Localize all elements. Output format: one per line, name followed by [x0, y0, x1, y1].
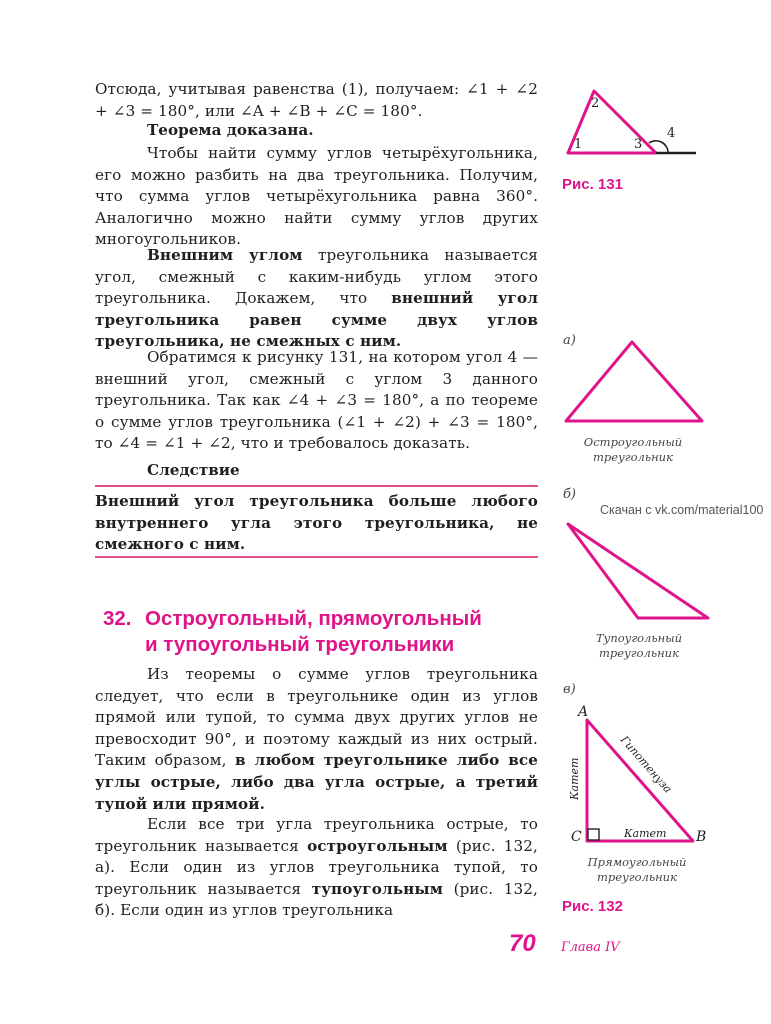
right-triangle [587, 720, 693, 841]
fig132-caption: Рис. 132 [562, 898, 623, 915]
figure-132-right [560, 700, 710, 850]
fig132-sub-b: б) [563, 487, 577, 502]
theorem-proved: Теорема доказана. [147, 121, 314, 139]
fig131-label-1: 1 [574, 137, 583, 152]
fig131-label-3: 3 [634, 137, 643, 152]
section-paragraph-1-bold: в любом треугольнике либо все углы острые, либо два угла острые, а третий тупой или прямой. [95, 751, 538, 813]
vertex-c-label: C [571, 829, 582, 845]
right-angle-mark [588, 829, 599, 840]
section-paragraph-2-text-b: (рис. 132, а). Если один из углов треугольника тупой, то треугольник называется [95, 836, 538, 898]
corollary-text: Внешний угол треугольника больше любого внутреннего угла этого треугольника, не смежного с ним. [95, 492, 538, 554]
chapter-label: Глава IV [561, 940, 620, 955]
corollary-top-rule [95, 485, 538, 487]
leg-vertical-label: Катет [568, 757, 581, 800]
section-paragraph-1 [95, 664, 538, 815]
figure-131 [562, 85, 702, 165]
section-paragraph-2-text-a: Если все три угла треугольника острые, то треугольник называется [95, 815, 538, 855]
vertex-a-label: A [578, 704, 589, 720]
fig131-label-2: 2 [591, 96, 600, 111]
leg-horizontal-label: Катет [624, 827, 667, 840]
obtuse-label [574, 631, 704, 661]
figure-132-obtuse [562, 520, 712, 620]
section-heading [103, 606, 543, 658]
right-label-line-1: Прямоугольный [587, 855, 687, 869]
exterior-angle-definition: треугольника называется угол, смежный с каким-нибудь углом этого треугольника. Докажем, что [95, 246, 538, 308]
section-paragraph-1-text: Из теоремы о сумме углов треугольника следует, что если в треугольнике один из углов прямой или тупой, то сумма двух других углов не превосходит 90°, и поэтому каждый из них острый. Таким образом, [95, 665, 538, 770]
right-label-line-2: треугольник [597, 870, 677, 884]
proof-paragraph: Обратимся к рисунку 131, на котором угол 4 — внешний угол, смежный с углом 3 данного треугольника. Так как ∠4 + ∠3 = 180°, а по теореме о сумме углов треугольника (∠1 + ∠2) + ∠3 = 180°, то ∠4 = ∠1 + ∠2, что и требовалось доказать. [95, 348, 538, 453]
acute-triangle [566, 342, 702, 421]
fig131-label-4: 4 [667, 126, 676, 141]
section-title-line-2: и тупоугольный треугольники [145, 633, 455, 656]
watermark: Скачан с vk.com/material100 [600, 503, 764, 517]
exterior-angle-paragraph [95, 245, 538, 353]
right-label [572, 855, 702, 885]
acute-label [568, 435, 698, 465]
section-paragraph-2 [95, 814, 538, 922]
quadrilateral-paragraph: Чтобы найти сумму углов четырёхугольника, его можно разбить на два треугольника. Получим, что сумма углов четырёхугольника равна 360°. Аналогично можно найти сумму углов других многоугольников. [95, 144, 538, 249]
section-title-line-1: Остроугольный, прямоугольный [145, 607, 482, 630]
intro-paragraph: Отсюда, учитывая равенства (1), получаем: ∠1 + ∠2 + ∠3 = 180°, или ∠A + ∠B + ∠C = 180°. [95, 80, 538, 120]
fig132-sub-c: в) [563, 682, 576, 697]
corollary-bottom-rule [95, 556, 538, 558]
corollary-title: Следствие [147, 461, 240, 479]
exterior-angle-statement: внешний угол треугольника равен сумме двух углов треугольника, не смежных с ним. [95, 289, 538, 351]
figure-132-acute [562, 338, 712, 428]
vertex-b-label: B [696, 829, 707, 845]
fig131-caption: Рис. 131 [562, 176, 623, 193]
section-paragraph-2-text-c: (рис. 132, б). Если один из углов треугольника [95, 879, 538, 920]
section-number: 32. [103, 607, 132, 630]
acute-label-line-1: Остроугольный [583, 435, 683, 449]
fig132-sub-a: а) [563, 333, 576, 348]
page-number: 70 [509, 930, 536, 957]
obtuse-label-line-1: Тупоугольный [595, 631, 682, 645]
term-obtuse: тупоугольным [311, 879, 443, 898]
acute-label-line-2: треугольник [593, 450, 673, 464]
hypotenuse-label: Гипотенуза [617, 733, 675, 796]
term-acute: остроугольным [307, 836, 448, 855]
exterior-angle-term: Внешним углом [147, 246, 303, 264]
obtuse-label-line-2: треугольник [599, 646, 679, 660]
obtuse-triangle [568, 524, 708, 618]
